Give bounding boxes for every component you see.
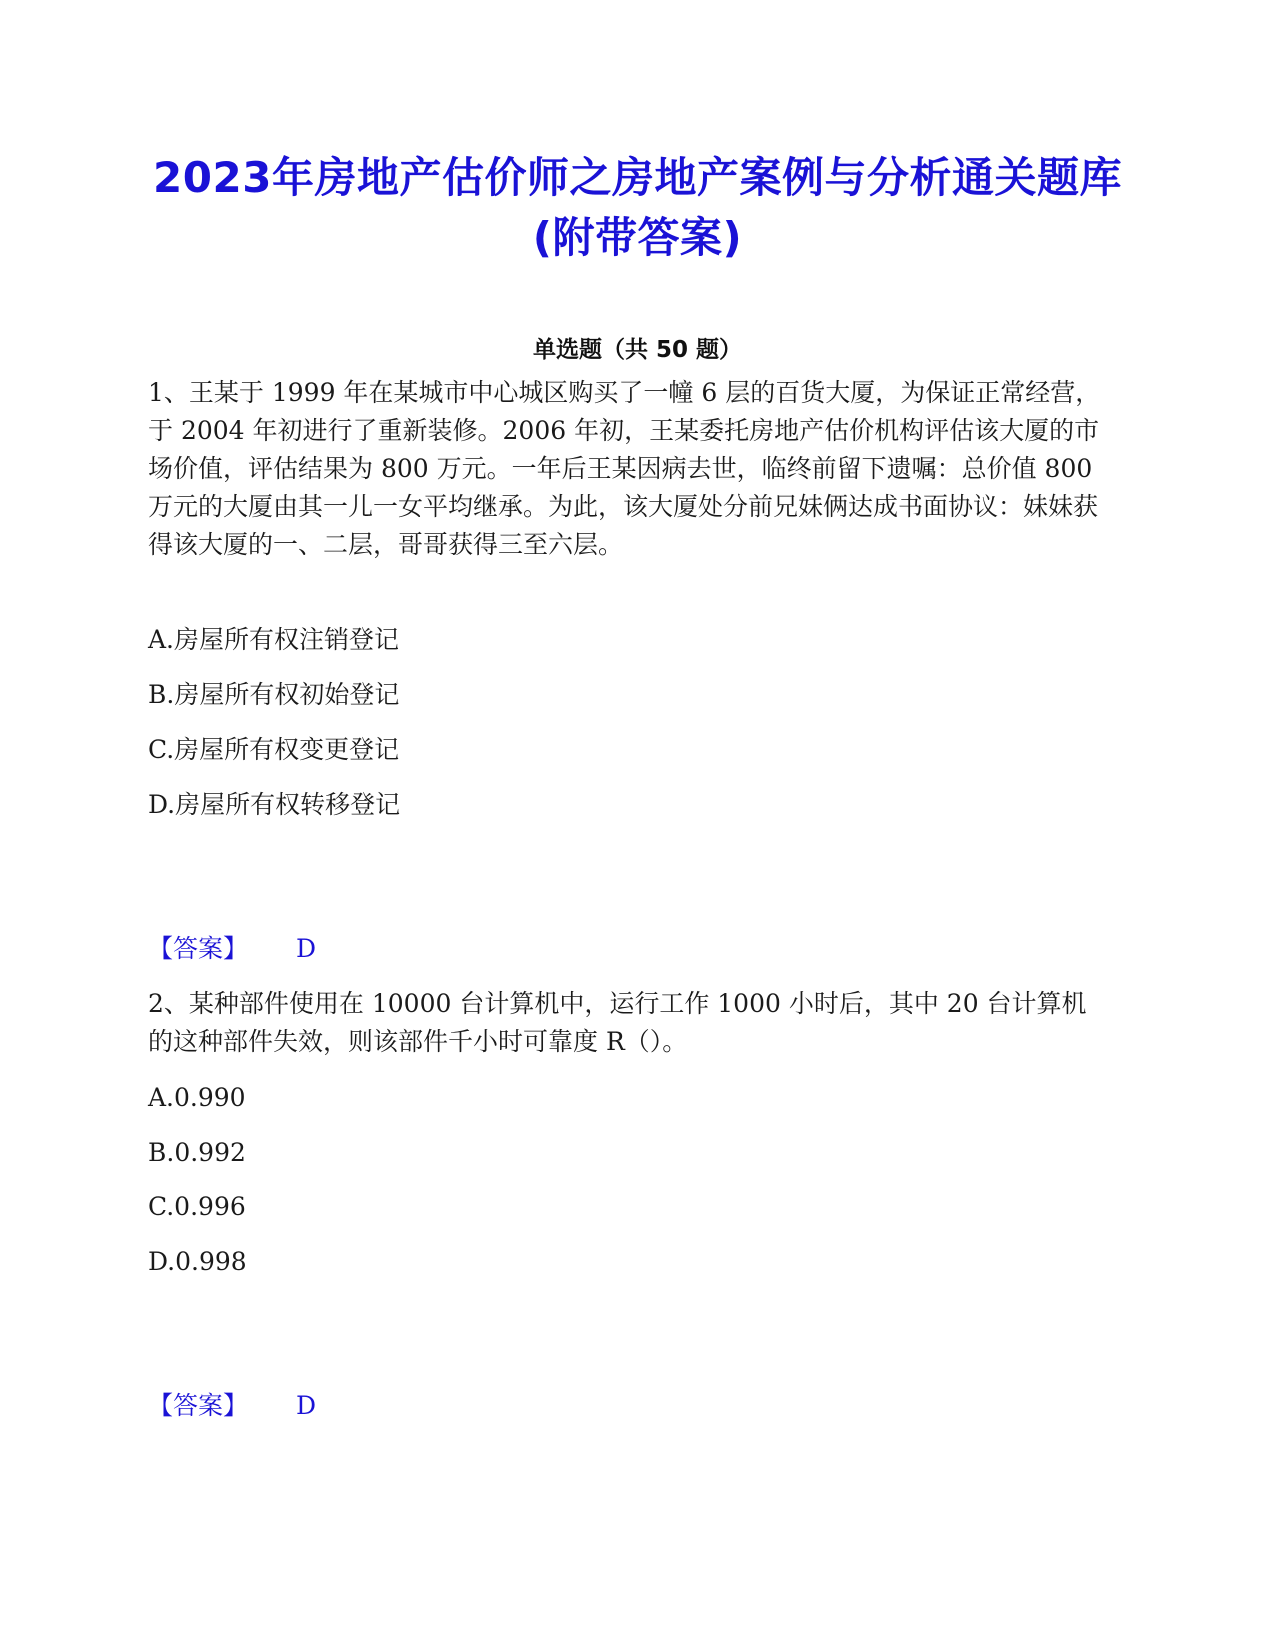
question-2-answer — [148, 1390, 316, 1422]
document-title: 2023年房地产估价师之房地产案例与分析通关题库(附带答案) — [153, 153, 1122, 262]
question-1-option-c: C.房屋所有权变更登记 — [148, 735, 400, 764]
question-2-option-a: A.0.990 — [148, 1083, 246, 1112]
question-2-option-b: B.0.992 — [148, 1138, 246, 1167]
answer-label: 【答案】 — [148, 934, 249, 963]
question-1-option-a: A.房屋所有权注销登记 — [148, 625, 400, 654]
answer-value: D — [296, 1391, 317, 1420]
question-2-option-c: C.0.996 — [148, 1192, 246, 1221]
section-header: 单选题（共 50 题） — [532, 337, 743, 363]
answer-label: 【答案】 — [148, 1391, 249, 1420]
question-1-answer — [148, 933, 316, 965]
question-1-option-b: B.房屋所有权初始登记 — [148, 680, 400, 709]
question-2-option-d: D.0.998 — [148, 1247, 247, 1276]
question-2-text: 2、某种部件使用在 10000 台计算机中，运行工作 1000 小时后，其中 20 台计算机的这种部件失效，则该部件千小时可靠度 R（）。 — [148, 989, 1087, 1056]
question-1-text: 1、王某于 1999 年在某城市中心城区购买了一幢 6 层的百货大厦，为保证正常经营，于 2004 年初进行了重新装修。2006 年初，王某委托房地产估价机构评估该大厦的市场价值，评估结果为 800 万元。一年后王某因病去世，临终前留下遗嘱：总价值 800 万元的大厦由其一儿一女平均继承。为此，该大厦处分前兄妹俩达成书面协议：妹妹获得该大厦的一、二层，哥哥获得三至六层。 — [148, 378, 1101, 559]
answer-value: D — [296, 934, 317, 963]
question-1-option-d: D.房屋所有权转移登记 — [148, 790, 401, 819]
